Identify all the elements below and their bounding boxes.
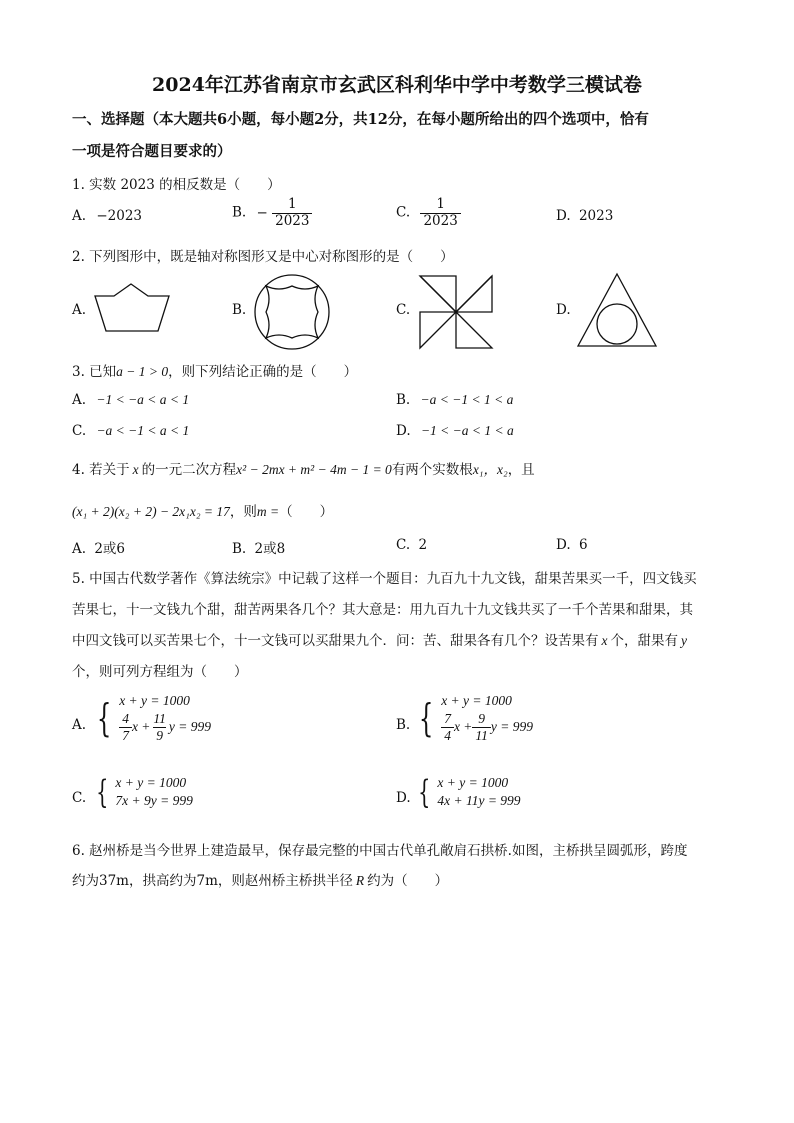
q6-line2 [72, 869, 448, 889]
q5-var-y: y [681, 633, 687, 648]
q5-a-x: x + [131, 719, 151, 735]
q5-a-y: y = 999 [168, 719, 212, 735]
q5-a-frac1 [119, 711, 132, 743]
q3-option-b[interactable] [396, 392, 513, 408]
q4-stem-x: x [132, 462, 139, 477]
triangle-circle-figure-icon [576, 272, 658, 348]
q3-stem-post: ，则下列结论正确的是（ ） [168, 364, 358, 380]
q4-condition-line [72, 500, 333, 520]
q5-c-eq1: x + y = 1000 [115, 775, 187, 790]
q5-c-label[interactable]: C. [72, 790, 87, 806]
q4-option-c[interactable] [396, 537, 427, 553]
q6-line2-mid2: ，则赵州桥主桥拱半径 [217, 873, 353, 889]
q5-line3-text: 中四文钱可以买苦果七个，十一文钱可以买甜果九个．问：苦、甜果各有几个？设苦果有 [72, 633, 599, 649]
q4-b-label: B. [232, 541, 247, 557]
q4-stem-post: ，且 [507, 462, 535, 478]
q4-condition-post: ，则 [229, 504, 257, 520]
q4-d-text: 6 [578, 537, 588, 553]
q1-option-b[interactable] [232, 197, 312, 229]
q1-a-label: A. [72, 208, 87, 224]
q6-span: 37m [99, 873, 129, 889]
q2-d-label[interactable]: D. [556, 302, 571, 318]
q5-b-d1: 4 [441, 727, 454, 744]
page-title: 2024年江苏省南京市玄武区科利华中学中考数学三模试卷 [152, 74, 642, 96]
q1-a-text: −2023 [96, 208, 143, 224]
q4-stem [72, 458, 535, 478]
q5-d-system [414, 775, 521, 809]
q3-c-text: −a < −1 < a < 1 [96, 423, 190, 438]
q5-a-eq2 [119, 711, 211, 743]
q3-option-d[interactable] [396, 423, 514, 439]
q2-stem: 2. 下列图形中，既是轴对称图形又是中心对称图形的是（ ） [72, 249, 454, 265]
q5-d-eq1: x + y = 1000 [437, 775, 509, 790]
q5-a-d2: 9 [153, 727, 166, 744]
q1-b-sign: − [256, 204, 268, 221]
q6-line2-post: 约为（ ） [367, 873, 449, 889]
q5-d-eq2: 4x + 11y = 999 [437, 793, 521, 808]
q5-a-label[interactable]: A. [72, 717, 87, 733]
q1-option-c[interactable] [396, 197, 461, 229]
brace-icon: { [96, 696, 112, 741]
q4-blank: （ ） [279, 504, 334, 520]
q4-c-label: C. [396, 537, 411, 553]
q6-line2-pre: 约为 [72, 873, 99, 889]
q5-d-label[interactable]: D. [396, 790, 411, 806]
q6-line1: 6. 赵州桥是当今世界上建造最早，保存最完整的中国古代单孔敞肩石拱桥.如图，主桥拱呈圆弧形，跨度 [72, 843, 688, 859]
q5-b-n1: 7 [444, 711, 451, 726]
q3-c-label: C. [72, 423, 87, 439]
boat-figure-icon [92, 282, 174, 334]
q2-c-label[interactable]: C. [396, 302, 411, 318]
q4-c-text: 2 [418, 537, 428, 553]
q5-c-system [92, 775, 193, 809]
q3-d-text: −1 < −a < 1 < a [420, 423, 514, 438]
q6-height: 7m [196, 873, 218, 889]
q4-option-d[interactable] [556, 537, 588, 553]
q4-ask: m = [256, 504, 280, 519]
section-heading-line1: 一、选择题（本大题共6小题，每小题2分，共12分，在每小题所给出的四个选项中，恰有 [72, 111, 649, 128]
q1-c-numerator: 1 [436, 196, 445, 212]
q5-a-frac2 [150, 711, 169, 743]
q5-line3 [72, 629, 687, 649]
q5-a-n1: 4 [122, 711, 129, 726]
q6-var-r: R [355, 873, 365, 888]
q1-c-label: C. [396, 204, 411, 221]
q5-b-eq1: x + y = 1000 [441, 693, 512, 708]
q5-b-y: y = 999 [490, 719, 534, 735]
q1-b-denominator: 2023 [272, 213, 312, 230]
q3-a-text: −1 < −a < a < 1 [96, 392, 190, 407]
q5-line1: 5. 中国古代数学著作《算法统宗》中记载了这样一个题目：九百九十九文钱，甜果苦果买一千，四文钱买 [72, 571, 697, 587]
q4-d-label: D. [556, 537, 571, 553]
q5-line3-post: 个，甜果有 [610, 633, 678, 649]
q3-stem-math: a − 1 > 0 [116, 364, 169, 379]
q3-b-label: B. [396, 392, 411, 408]
q1-option-d[interactable] [556, 208, 613, 224]
q1-stem: 1. 实数 2023 的相反数是（ ） [72, 177, 281, 193]
q1-option-a[interactable] [72, 208, 142, 224]
q5-b-system [414, 693, 533, 743]
q4-condition: (x₁ + 2)(x₂ + 2) − 2x₁x₂ = 17 [72, 504, 230, 519]
circle-square-figure-icon [252, 272, 332, 352]
q5-a-system [92, 693, 211, 743]
q3-d-label: D. [396, 423, 411, 439]
brace-icon: { [96, 773, 109, 811]
q5-b-x: x + [453, 719, 473, 735]
pinwheel-figure-icon [416, 272, 496, 352]
q4-stem-mid2: 有两个实数根 [391, 462, 473, 478]
q5-b-label[interactable]: B. [396, 717, 411, 733]
brace-icon: { [418, 773, 431, 811]
q4-option-b[interactable] [232, 537, 285, 557]
q4-a-label: A. [72, 541, 87, 557]
q4-equation: x² − 2mx + m² − 4m − 1 = 0 [236, 462, 392, 477]
q4-b-text: 2或8 [254, 541, 286, 557]
q4-a-text: 2或6 [94, 541, 126, 557]
q5-b-frac1 [441, 711, 454, 743]
q3-b-text: −a < −1 < 1 < a [420, 392, 514, 407]
q4-stem-mid: 的一元二次方程 [141, 462, 237, 478]
q5-var-x: x [601, 633, 608, 648]
q3-stem-pre: 3. 已知 [72, 364, 117, 380]
q1-b-fraction [272, 197, 312, 229]
q4-stem-pre: 4. 若关于 [72, 462, 130, 478]
q6-line2-mid: ，拱高约为 [128, 873, 197, 889]
q5-b-n2: 9 [478, 711, 486, 726]
section-heading-line2: 一项是符合题目要求的） [72, 143, 232, 160]
q5-a-eq1: x + y = 1000 [119, 693, 190, 708]
q4-option-a[interactable] [72, 537, 125, 557]
q1-d-text: 2023 [578, 208, 614, 224]
q5-b-eq2 [441, 711, 533, 743]
q1-d-label: D. [556, 208, 571, 224]
q3-stem [72, 360, 357, 380]
q5-a-n2: 11 [153, 711, 166, 726]
q5-c-eq2: 7x + 9y = 999 [115, 793, 193, 808]
q5-line2: 苦果七，十一文钱九个甜，甜苦两果各几个？其大意是：用九百九十九文钱共买了一千个苦果和甜果，其 [72, 602, 693, 618]
q4-roots: x₁，x₂ [472, 462, 508, 477]
q5-b-d2: 11 [472, 727, 491, 744]
q5-line4: 个，则可列方程组为（ ） [72, 664, 248, 680]
q1-c-denominator: 2023 [420, 213, 460, 230]
brace-icon: { [418, 696, 434, 741]
q1-c-fraction [420, 197, 460, 229]
q5-a-d1: 7 [119, 727, 132, 744]
q3-a-label: A. [72, 392, 87, 408]
q2-a-label[interactable]: A. [72, 302, 87, 318]
q3-option-a[interactable] [72, 392, 189, 408]
q1-b-numerator: 1 [288, 196, 297, 212]
q2-b-label[interactable]: B. [232, 302, 247, 318]
q5-b-frac2 [472, 711, 491, 743]
q3-option-c[interactable] [72, 423, 189, 439]
q1-b-label: B. [232, 204, 247, 221]
